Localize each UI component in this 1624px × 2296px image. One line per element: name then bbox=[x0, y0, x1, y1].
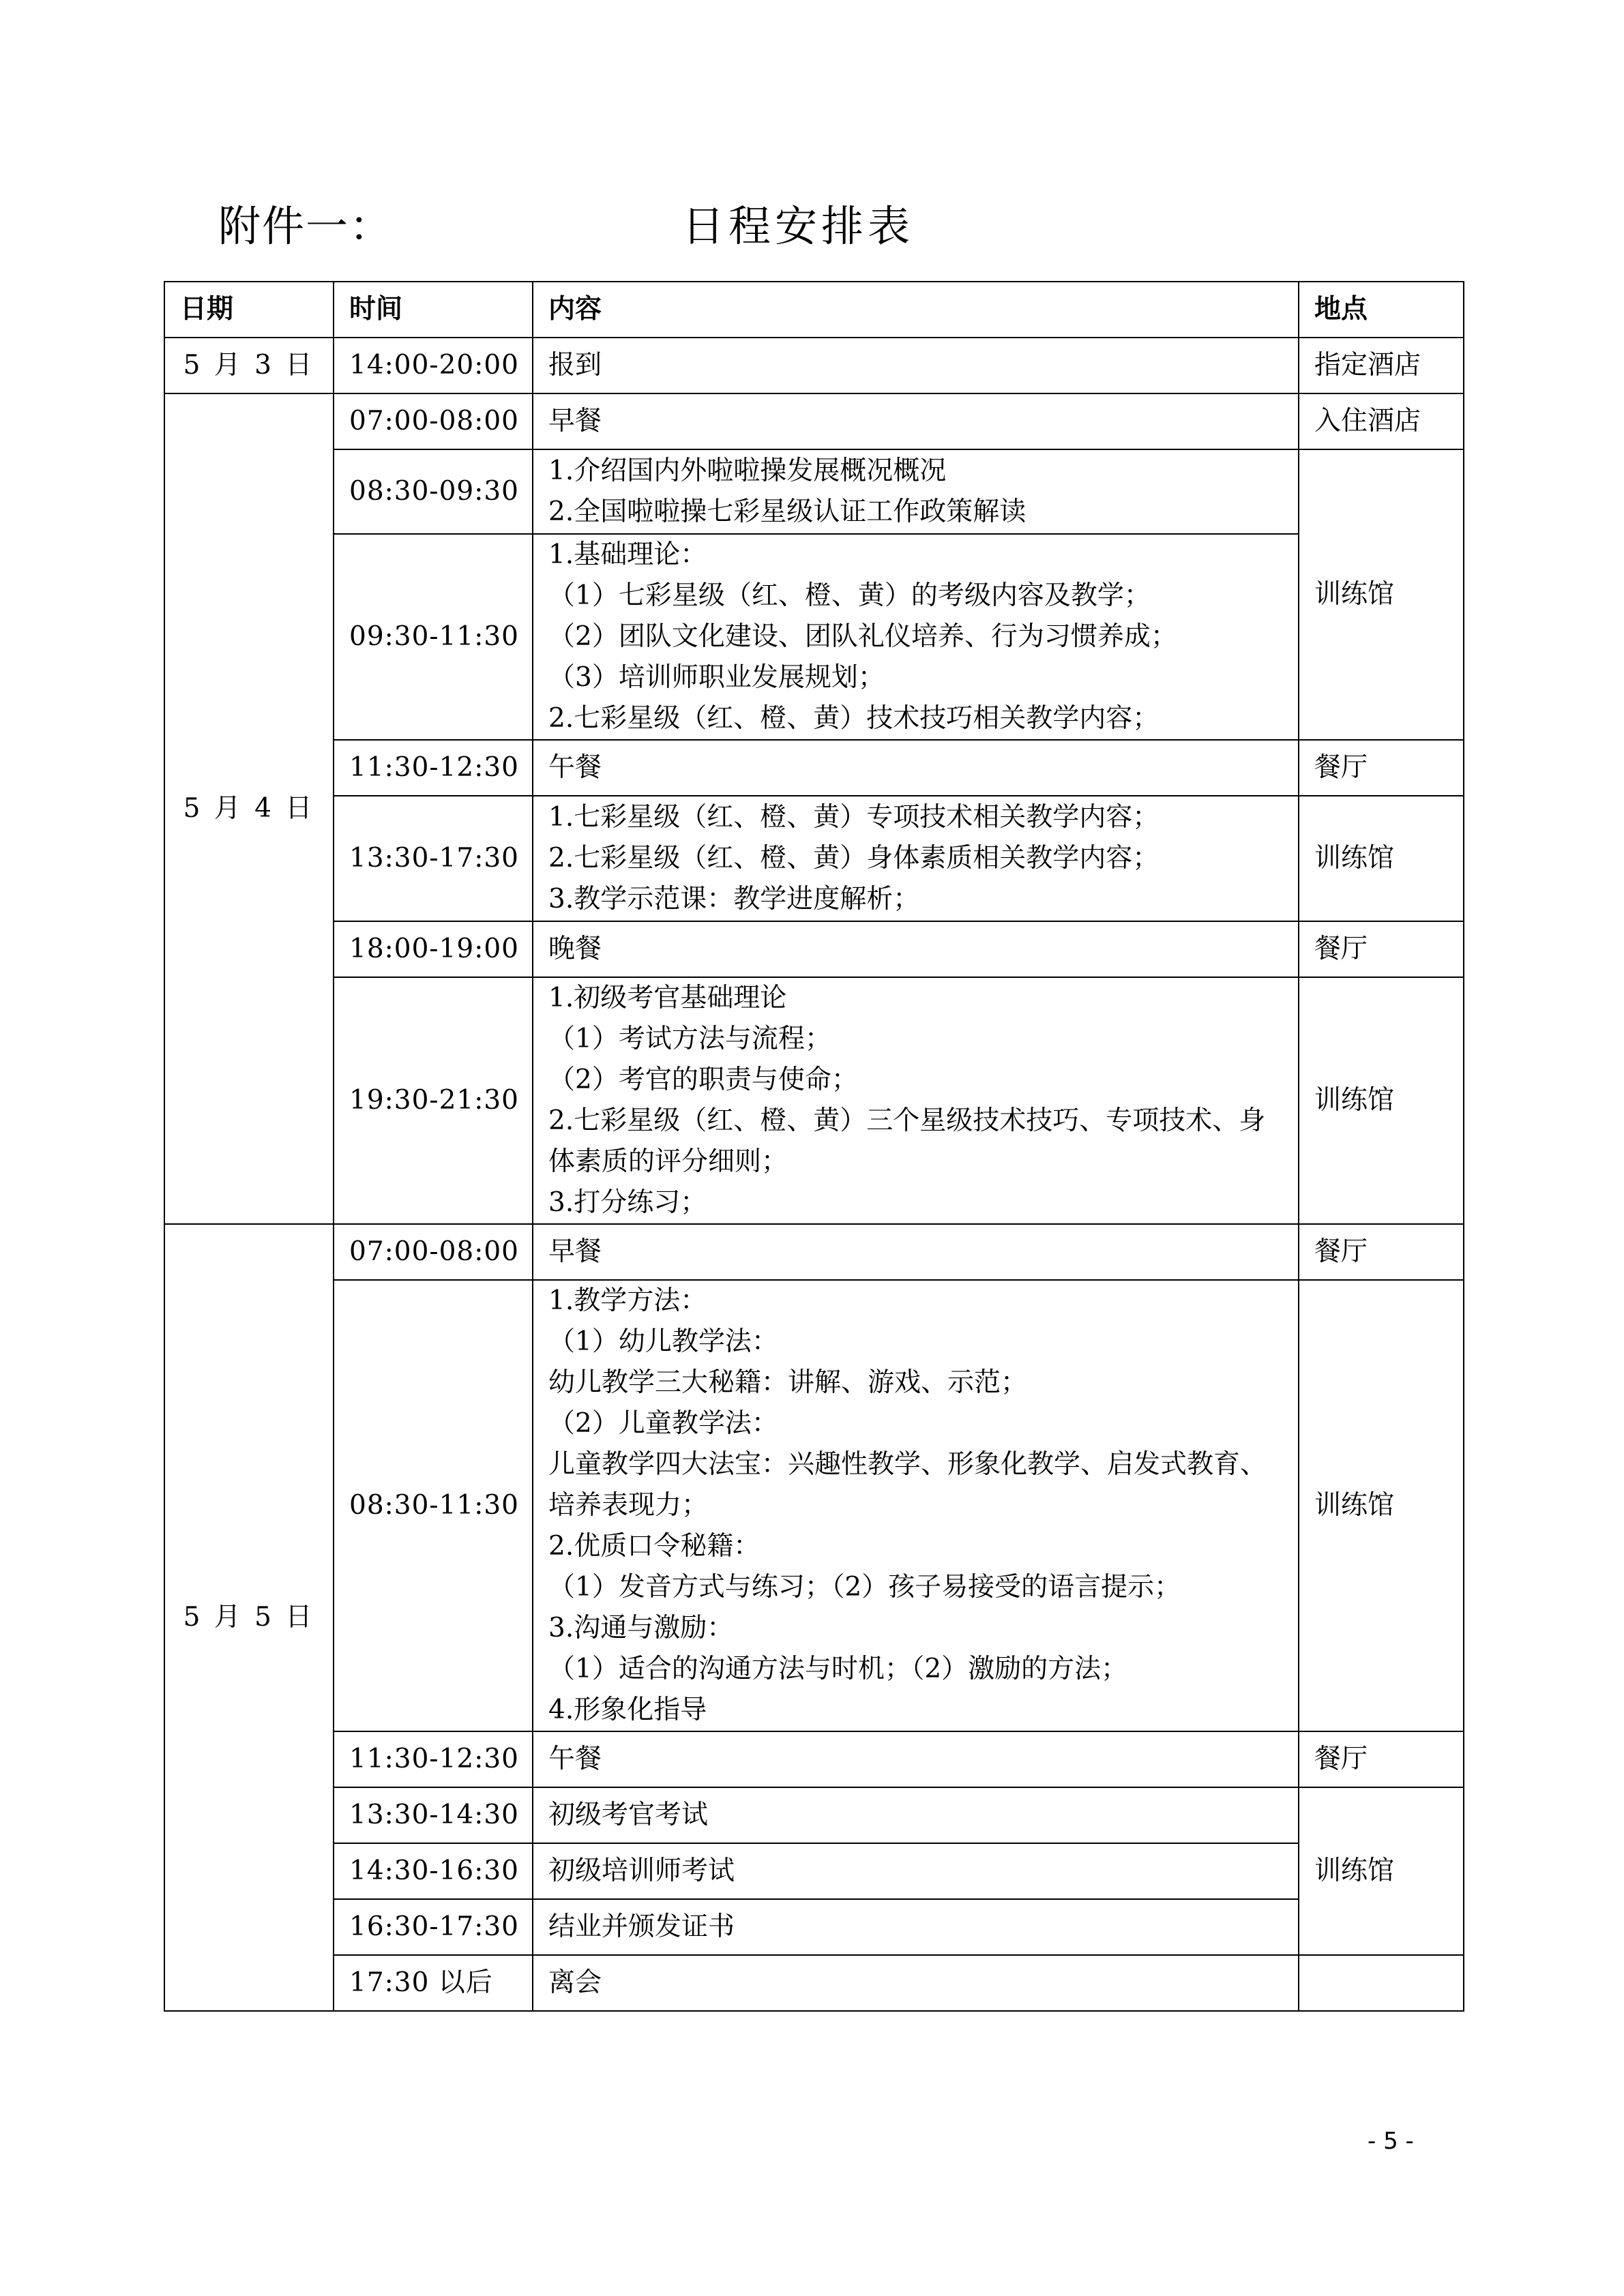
table-row bbox=[164, 1899, 1464, 1955]
place-cell: 餐厅 bbox=[1299, 921, 1464, 977]
table-row bbox=[164, 1843, 1464, 1899]
content-line: （1）幼儿教学法： bbox=[548, 1326, 778, 1357]
time-cell: 08:30-11:30 bbox=[334, 1280, 533, 1731]
place-cell: 餐厅 bbox=[1299, 1224, 1464, 1280]
page-title: 日程安排表 bbox=[682, 201, 915, 251]
place-cell: 训练馆 bbox=[1299, 1787, 1464, 1955]
content-cell bbox=[533, 1731, 1299, 1787]
time-cell: 16:30-17:30 bbox=[334, 1899, 533, 1955]
attachment-label: 附件一： bbox=[218, 201, 394, 251]
content-line: 1.介绍国内外啦啦操发展概况概况 bbox=[548, 456, 947, 486]
table-row bbox=[164, 534, 1464, 740]
place-cell: 入住酒店 bbox=[1299, 393, 1464, 449]
content-line: 离会 bbox=[548, 1967, 602, 1998]
content-line: 2.全国啦啦操七彩星级认证工作政策解读 bbox=[548, 496, 1027, 527]
content-line: 午餐 bbox=[548, 752, 602, 783]
content-cell bbox=[533, 1787, 1299, 1843]
content-line: （2）考官的职责与使命； bbox=[548, 1064, 858, 1095]
table-row bbox=[164, 1955, 1464, 2011]
time-cell: 11:30-12:30 bbox=[334, 1731, 533, 1787]
content-line: 早餐 bbox=[548, 406, 602, 436]
content-line: 4.形象化指导 bbox=[548, 1695, 707, 1725]
content-line: （2）儿童教学法： bbox=[548, 1408, 778, 1439]
content-cell bbox=[533, 1899, 1299, 1955]
header-time: 时间 bbox=[334, 282, 533, 338]
content-cell bbox=[533, 1280, 1299, 1731]
content-line: （2）团队文化建设、团队礼仪培养、行为习惯养成； bbox=[548, 621, 1177, 652]
content-line: 幼儿教学三大秘籍：讲解、游戏、示范； bbox=[548, 1367, 1028, 1398]
content-cell bbox=[533, 1224, 1299, 1280]
time-cell: 07:00-08:00 bbox=[334, 1224, 533, 1280]
table-row bbox=[164, 921, 1464, 977]
time-cell: 17:30 以后 bbox=[334, 1955, 533, 2011]
table-row bbox=[164, 740, 1464, 796]
place-cell: 训练馆 bbox=[1299, 796, 1464, 921]
table-row bbox=[164, 977, 1464, 1224]
table-header-row bbox=[164, 282, 1464, 338]
title-row bbox=[218, 192, 1446, 260]
content-line: 晚餐 bbox=[548, 934, 602, 964]
content-cell bbox=[533, 1843, 1299, 1899]
table-row bbox=[164, 449, 1464, 534]
content-line: （1）考试方法与流程； bbox=[548, 1024, 831, 1054]
content-line: 午餐 bbox=[548, 1744, 602, 1774]
table-row bbox=[164, 338, 1464, 393]
content-line: 3.打分练习； bbox=[548, 1187, 707, 1218]
place-cell: 指定酒店 bbox=[1299, 338, 1464, 393]
content-cell bbox=[533, 393, 1299, 449]
time-cell: 19:30-21:30 bbox=[334, 977, 533, 1224]
table-row bbox=[164, 1731, 1464, 1787]
page-number: - 5 - bbox=[1368, 2128, 1414, 2155]
content-line: 1.初级考官基础理论 bbox=[548, 983, 787, 1013]
content-line: （1）适合的沟通方法与时机；（2）激励的方法； bbox=[548, 1654, 1128, 1684]
content-cell bbox=[533, 796, 1299, 921]
header-place: 地点 bbox=[1299, 282, 1464, 338]
table-row bbox=[164, 1224, 1464, 1280]
content-line: 初级考官考试 bbox=[548, 1800, 709, 1830]
content-line: （1）发音方式与练习；（2）孩子易接受的语言提示； bbox=[548, 1572, 1181, 1602]
content-cell bbox=[533, 1955, 1299, 2011]
content-cell bbox=[533, 977, 1299, 1224]
table-row bbox=[164, 1787, 1464, 1843]
time-cell: 18:00-19:00 bbox=[334, 921, 533, 977]
content-line: 2.七彩星级（红、橙、黄）技术技巧相关教学内容； bbox=[548, 703, 1160, 734]
content-line: 儿童教学四大法宝：兴趣性教学、形象化教学、启发式教育、培养表现力； bbox=[548, 1449, 1267, 1521]
schedule-table bbox=[164, 281, 1464, 2012]
time-cell: 09:30-11:30 bbox=[334, 534, 533, 740]
header-date: 日期 bbox=[164, 282, 334, 338]
time-cell: 14:00-20:00 bbox=[334, 338, 533, 393]
table-row bbox=[164, 393, 1464, 449]
place-cell: 餐厅 bbox=[1299, 1731, 1464, 1787]
place-cell: 训练馆 bbox=[1299, 1280, 1464, 1731]
content-cell bbox=[533, 921, 1299, 977]
content-line: 1.教学方法： bbox=[548, 1285, 707, 1316]
content-line: 2.七彩星级（红、橙、黄）三个星级技术技巧、专项技术、身体素质的评分细则； bbox=[548, 1105, 1266, 1177]
content-line: 1.七彩星级（红、橙、黄）专项技术相关教学内容； bbox=[548, 802, 1160, 833]
place-cell: 餐厅 bbox=[1299, 740, 1464, 796]
date-cell: 5 月 3 日 bbox=[164, 338, 334, 393]
content-cell bbox=[533, 740, 1299, 796]
content-line: （1）七彩星级（红、橙、黄）的考级内容及教学； bbox=[548, 580, 1151, 611]
content-line: 结业并颁发证书 bbox=[548, 1911, 735, 1942]
content-line: 2.优质口令秘籍： bbox=[548, 1531, 761, 1562]
content-cell bbox=[533, 338, 1299, 393]
content-line: 3.沟通与激励： bbox=[548, 1613, 734, 1643]
time-cell: 14:30-16:30 bbox=[334, 1843, 533, 1899]
content-line: 1.基础理论： bbox=[548, 539, 707, 570]
time-cell: 07:00-08:00 bbox=[334, 393, 533, 449]
content-line: 早餐 bbox=[548, 1236, 602, 1267]
date-cell: 5 月 5 日 bbox=[164, 1224, 334, 2011]
time-cell: 13:30-14:30 bbox=[334, 1787, 533, 1843]
table-row bbox=[164, 796, 1464, 921]
content-line: （3）培训师职业发展规划； bbox=[548, 662, 885, 693]
table-row bbox=[164, 1280, 1464, 1731]
content-line: 报到 bbox=[548, 350, 602, 381]
content-cell bbox=[533, 534, 1299, 740]
content-line: 2.七彩星级（红、橙、黄）身体素质相关教学内容； bbox=[548, 843, 1160, 874]
place-cell: 训练馆 bbox=[1299, 977, 1464, 1224]
place-cell: 训练馆 bbox=[1299, 449, 1464, 740]
header-content: 内容 bbox=[533, 282, 1299, 338]
content-line: 初级培训师考试 bbox=[548, 1855, 735, 1886]
time-cell: 08:30-09:30 bbox=[334, 449, 533, 534]
place-cell bbox=[1299, 1955, 1464, 2011]
content-line: 3.教学示范课：教学进度解析； bbox=[548, 884, 920, 914]
content-cell bbox=[533, 449, 1299, 534]
time-cell: 11:30-12:30 bbox=[334, 740, 533, 796]
time-cell: 13:30-17:30 bbox=[334, 796, 533, 921]
date-cell: 5 月 4 日 bbox=[164, 393, 334, 1224]
